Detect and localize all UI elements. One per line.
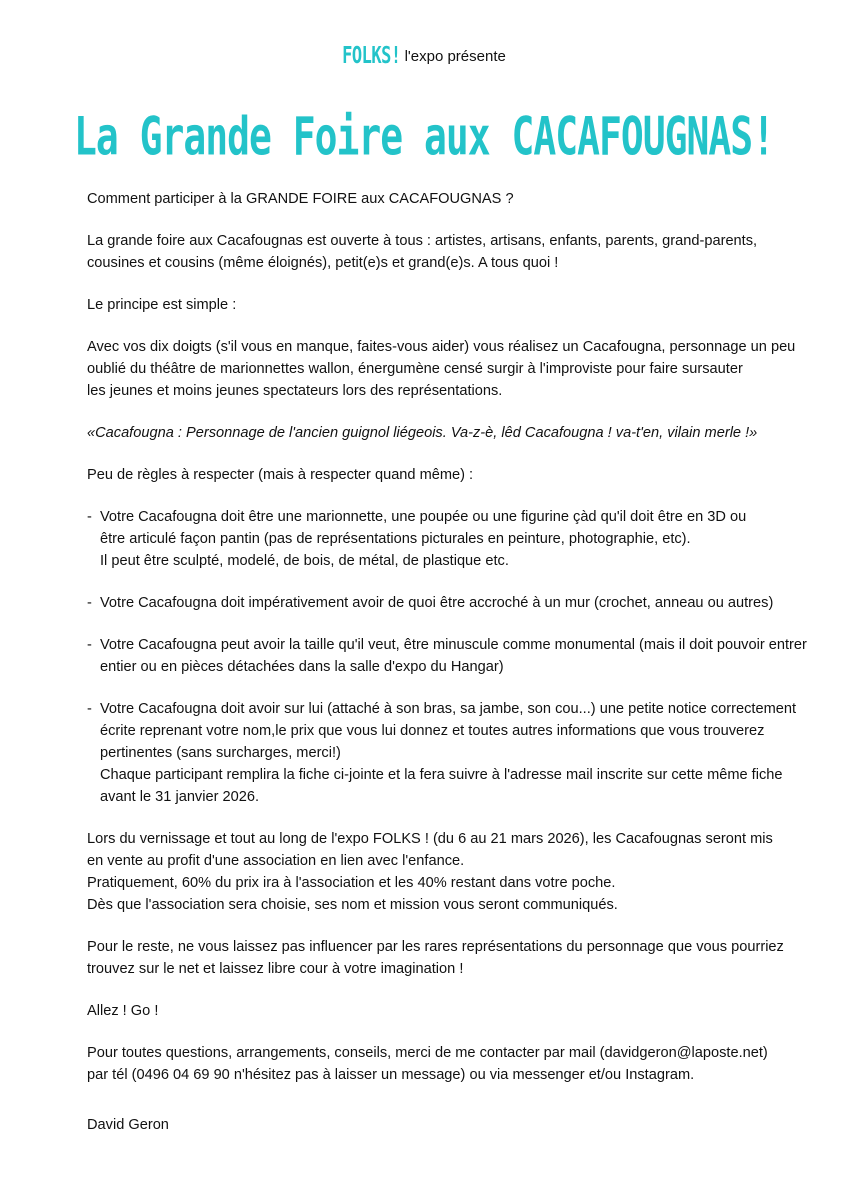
list-dash: - xyxy=(87,637,92,653)
rule-item xyxy=(87,698,797,808)
text-line: Votre Cacafougna peut avoir la taille qu'il veut, être minuscule comme monumental (mais il doit pouvoir entrer xyxy=(100,637,807,653)
list-dash: - xyxy=(87,595,92,611)
rule-text xyxy=(100,634,807,678)
text-line: Votre Cacafougna doit être une marionnette, une poupée ou une figurine çàd qu'il doit être en 3D ou xyxy=(100,509,747,525)
brand-logo: FOLKS! xyxy=(342,42,401,70)
intro-question: Comment participer à la GRANDE FOIRE aux CACAFOUGNAS ? xyxy=(87,191,514,207)
imagination-paragraph xyxy=(87,936,787,980)
page-title: La Grande Foire aux CACAFOUGNAS! xyxy=(73,106,775,167)
definition-quote: «Cacafougna : Personnage de l'ancien guignol liégeois. Va-z-è, lêd Cacafougna ! va-t'en, vilain merle !» xyxy=(87,425,758,441)
text-line: Dès que l'association sera choisie, ses nom et mission vous seront communiqués. xyxy=(87,897,618,913)
text-line: Pour le reste, ne vous laissez pas influencer par les rares représentations du personnage que vous pourriez xyxy=(87,939,784,955)
text-line: les jeunes et moins jeunes spectateurs lors des représentations. xyxy=(87,383,503,399)
list-dash: - xyxy=(87,701,92,717)
go-line: Allez ! Go ! xyxy=(87,1003,159,1019)
text-line: oublié du théâtre de marionnettes wallon, énergumène censé surgir à l'improviste pour faire sursauter xyxy=(87,361,743,377)
kicker-text: l'expo présente xyxy=(404,48,506,65)
text-line: Votre Cacafougna doit avoir sur lui (attaché à son bras, sa jambe, son cou...) une petite notice correctement xyxy=(100,701,797,717)
text-line: Pour toutes questions, arrangements, conseils, merci de me contacter par mail (davidgeron@laposte.net) xyxy=(87,1045,768,1061)
text-line: en vente au profit d'une association en lien avec l'enfance. xyxy=(87,853,465,869)
text-line: trouvez sur le net et laissez libre cour à votre imagination ! xyxy=(87,961,464,977)
text-line: pertinentes (sans surcharges, merci!) xyxy=(100,745,341,761)
text-line: cousines et cousins (même éloignés), petit(e)s et grand(e)s. A tous quoi ! xyxy=(87,255,559,271)
rule-text xyxy=(100,506,787,572)
text-line: être articulé façon pantin (pas de représentations picturales en peinture, photographie, etc). xyxy=(100,531,691,547)
text-line: Avec vos dix doigts (s'il vous en manque, faites-vous aider) vous réalisez un Cacafougna, personnage un peu xyxy=(87,339,796,355)
document-body xyxy=(87,188,807,1156)
description-paragraph xyxy=(87,336,796,402)
text-line: Il peut être sculpté, modelé, de bois, de métal, de plastique etc. xyxy=(100,553,509,569)
text-line: entier ou en pièces détachées dans la salle d'expo du Hangar) xyxy=(100,659,504,675)
rule-item xyxy=(87,634,807,678)
rule-text xyxy=(100,592,787,614)
rule-item xyxy=(87,506,787,572)
signature: David Geron xyxy=(87,1117,169,1133)
text-line: écrite reprenant votre nom,le prix que vous lui donnez et toutes autres informations que vous trouverez xyxy=(100,723,765,739)
principle-line: Le principe est simple : xyxy=(87,297,237,313)
list-dash: - xyxy=(87,509,92,525)
text-line: Votre Cacafougna doit impérativement avoir de quoi être accroché à un mur (crochet, anneau ou autres) xyxy=(100,595,774,611)
text-line: par tél (0496 04 69 90 n'hésitez pas à laisser un message) ou via messenger et/ou Instagram. xyxy=(87,1067,695,1083)
rule-text xyxy=(100,698,796,808)
open-paragraph xyxy=(87,230,787,274)
header-kicker xyxy=(0,42,848,70)
contact-paragraph xyxy=(87,1042,787,1086)
text-line: avant le 31 janvier 2026. xyxy=(100,789,260,805)
rules-intro: Peu de règles à respecter (mais à respecter quand même) : xyxy=(87,467,474,483)
rule-item xyxy=(87,592,787,614)
text-line: Chaque participant remplira la fiche ci-jointe et la fera suivre à l'adresse mail inscrite sur cette même fiche xyxy=(100,767,783,783)
sale-paragraph xyxy=(87,828,787,916)
text-line: Lors du vernissage et tout au long de l'expo FOLKS ! (du 6 au 21 mars 2026), les Cacafougnas seront mis xyxy=(87,831,773,847)
text-line: Pratiquement, 60% du prix ira à l'association et les 40% restant dans votre poche. xyxy=(87,875,616,891)
text-line: La grande foire aux Cacafougnas est ouverte à tous : artistes, artisans, enfants, parents, grand-parents, xyxy=(87,233,758,249)
